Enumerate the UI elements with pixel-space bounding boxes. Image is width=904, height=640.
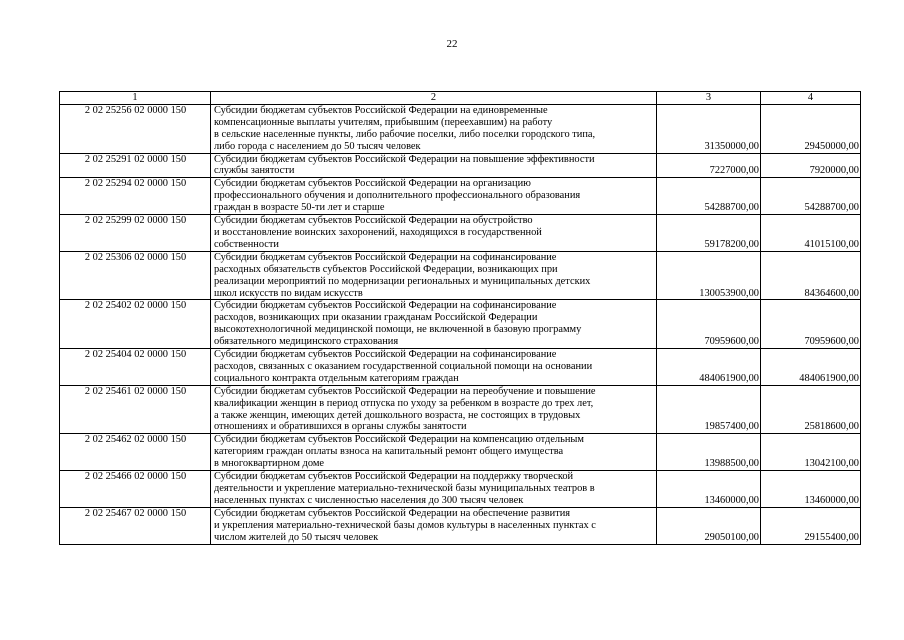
amount-cell-col4: 7920000,00 <box>761 153 861 178</box>
description-line: либо города с населением до 50 тысяч человек <box>214 140 421 152</box>
table-row <box>60 251 861 300</box>
description-line: граждан в возрасте 50-ти лет и старше <box>214 202 385 214</box>
description-cell <box>211 104 657 153</box>
description-line: высокотехнологичной медицинской помощи, не включенной в базовую программу <box>214 324 582 336</box>
description-line: и восстановление воинских захоронений, находящихся в государственной <box>214 226 542 238</box>
page-number: 22 <box>446 38 458 50</box>
description-line: в сельские населенные пункты, либо рабочие поселки, либо поселки городского типа, <box>214 128 596 140</box>
table-header-row <box>60 92 861 105</box>
description-cell <box>211 153 657 178</box>
description-line: собственности <box>214 238 279 250</box>
amount-cell-col3: 70959600,00 <box>657 300 761 349</box>
budget-code-cell: 2 02 25294 02 0000 150 <box>60 178 211 215</box>
column-header: 4 <box>761 92 861 105</box>
description-cell <box>211 300 657 349</box>
budget-code-cell: 2 02 25467 02 0000 150 <box>60 507 211 544</box>
table-row <box>60 434 861 471</box>
budget-code-cell: 2 02 25466 02 0000 150 <box>60 471 211 508</box>
description-line: Субсидии бюджетам субъектов Российской Федерации на софинансирование <box>214 251 557 263</box>
description-line: отношениях и обратившихся в органы службы занятости <box>214 421 467 433</box>
description-line: Субсидии бюджетам субъектов Российской Федерации на повышение эффективности <box>214 153 595 165</box>
amount-cell-col4: 484061900,00 <box>761 349 861 386</box>
description-line: компенсационные выплаты учителям, прибывшим (переехавшим) на работу <box>214 116 553 128</box>
budget-code-cell: 2 02 25462 02 0000 150 <box>60 434 211 471</box>
amount-cell-col3: 13988500,00 <box>657 434 761 471</box>
budget-code-cell: 2 02 25291 02 0000 150 <box>60 153 211 178</box>
amount-cell-col3: 484061900,00 <box>657 349 761 386</box>
budget-code-cell: 2 02 25404 02 0000 150 <box>60 349 211 386</box>
amount-cell-col3: 130053900,00 <box>657 251 761 300</box>
table-row <box>60 300 861 349</box>
amount-cell-col3: 13460000,00 <box>657 471 761 508</box>
budget-code-cell: 2 02 25461 02 0000 150 <box>60 385 211 434</box>
budget-code-cell: 2 02 25256 02 0000 150 <box>60 104 211 153</box>
column-header: 1 <box>60 92 211 105</box>
column-header: 3 <box>657 92 761 105</box>
description-cell <box>211 507 657 544</box>
table-row <box>60 349 861 386</box>
table-row <box>60 215 861 252</box>
description-line: числом жителей до 50 тысяч человек <box>214 531 379 543</box>
amount-cell-col4: 13460000,00 <box>761 471 861 508</box>
description-cell <box>211 471 657 508</box>
description-cell <box>211 178 657 215</box>
description-line: а также женщин, имеющих детей дошкольного возраста, не состоящих в трудовых <box>214 409 581 421</box>
description-line: Субсидии бюджетам субъектов Российской Федерации на обустройство <box>214 215 533 227</box>
amount-cell-col4: 13042100,00 <box>761 434 861 471</box>
description-line: и укрепления материально-технической базы домов культуры в населенных пунктах с <box>214 519 596 531</box>
table-row <box>60 385 861 434</box>
description-line: социального контракта отдельным категориям граждан <box>214 372 459 384</box>
budget-table <box>59 91 861 545</box>
amount-cell-col3: 7227000,00 <box>657 153 761 178</box>
budget-code-cell: 2 02 25299 02 0000 150 <box>60 215 211 252</box>
amount-cell-col4: 25818600,00 <box>761 385 861 434</box>
description-cell <box>211 349 657 386</box>
budget-code-cell: 2 02 25306 02 0000 150 <box>60 251 211 300</box>
amount-cell-col4: 70959600,00 <box>761 300 861 349</box>
description-cell <box>211 385 657 434</box>
amount-cell-col4: 29155400,00 <box>761 507 861 544</box>
description-line: Субсидии бюджетам субъектов Российской Федерации на софинансирование <box>214 349 557 361</box>
table-row <box>60 153 861 178</box>
table-row <box>60 104 861 153</box>
description-line: Субсидии бюджетам субъектов Российской Федерации на компенсацию отдельным <box>214 434 584 446</box>
amount-cell-col4: 29450000,00 <box>761 104 861 153</box>
table-row <box>60 178 861 215</box>
description-line: населенных пунктах с численностью населения до 300 тысяч человек <box>214 494 524 506</box>
description-cell <box>211 434 657 471</box>
column-header: 2 <box>211 92 657 105</box>
amount-cell-col3: 29050100,00 <box>657 507 761 544</box>
description-line: расходов, возникающих при оказании гражданам Российской Федерации <box>214 312 538 324</box>
description-line: Субсидии бюджетам субъектов Российской Федерации на поддержку творческой <box>214 471 574 483</box>
description-line: Субсидии бюджетам субъектов Российской Федерации на софинансирование <box>214 300 557 312</box>
amount-cell-col3: 31350000,00 <box>657 104 761 153</box>
amount-cell-col4: 84364600,00 <box>761 251 861 300</box>
description-line: квалификации женщин в период отпуска по уходу за ребенком в возрасте до трех лет, <box>214 397 594 409</box>
amount-cell-col4: 41015100,00 <box>761 215 861 252</box>
description-line: профессионального обучения и дополнительного профессионального образования <box>214 190 581 202</box>
description-line: в многоквартирном доме <box>214 458 325 470</box>
description-cell <box>211 215 657 252</box>
description-line: обязательного медицинского страхования <box>214 336 399 348</box>
description-line: школ искусств по видам искусств <box>214 287 363 299</box>
amount-cell-col3: 54288700,00 <box>657 178 761 215</box>
description-line: расходных обязательств субъектов Российской Федерации, возникающих при <box>214 263 558 275</box>
amount-cell-col4: 54288700,00 <box>761 178 861 215</box>
description-line: расходов, связанных с оказанием государственной социальной помощи на основании <box>214 360 593 372</box>
table-row <box>60 507 861 544</box>
description-cell <box>211 251 657 300</box>
description-line: категориям граждан оплаты взноса на капитальный ремонт общего имущества <box>214 446 564 458</box>
table-row <box>60 471 861 508</box>
description-line: реализации мероприятий по модернизации региональных и муниципальных детских <box>214 275 591 287</box>
description-line: Субсидии бюджетам субъектов Российской Федерации на обеспечение развития <box>214 507 571 519</box>
description-line: службы занятости <box>214 165 295 177</box>
budget-code-cell: 2 02 25402 02 0000 150 <box>60 300 211 349</box>
description-line: Субсидии бюджетам субъектов Российской Федерации на единовременные <box>214 104 548 116</box>
description-line: Субсидии бюджетам субъектов Российской Федерации на организацию <box>214 178 531 190</box>
description-line: Субсидии бюджетам субъектов Российской Федерации на переобучение и повышение <box>214 385 596 397</box>
amount-cell-col3: 59178200,00 <box>657 215 761 252</box>
description-line: деятельности и укрепление материально-технической базы муниципальных театров в <box>214 483 595 494</box>
amount-cell-col3: 19857400,00 <box>657 385 761 434</box>
